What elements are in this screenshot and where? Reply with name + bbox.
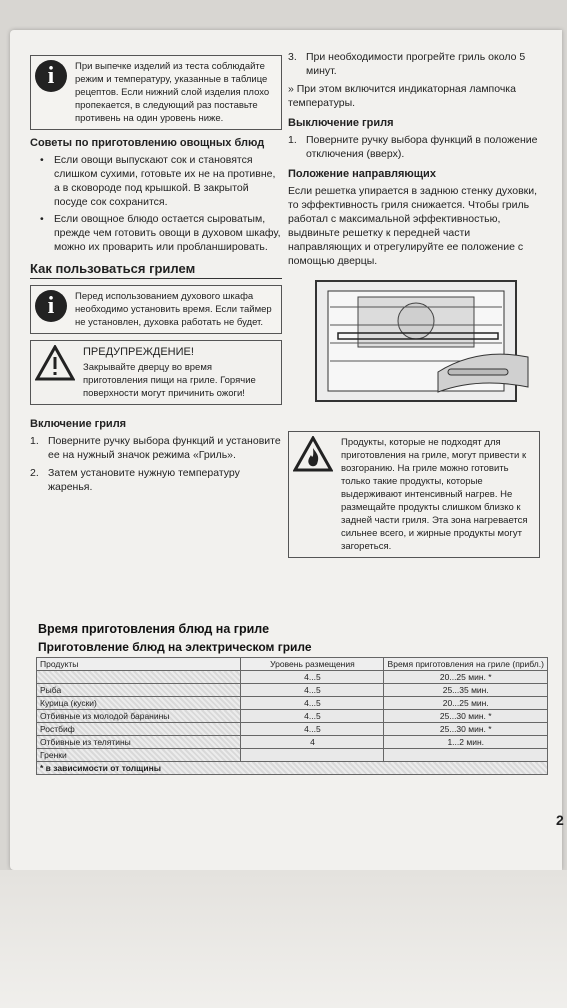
header-time: Время приготовления на гриле (прибл.)	[384, 658, 548, 671]
veg-tips-title: Советы по приготовлению овощных блюд	[30, 137, 265, 149]
desk-surface	[0, 870, 567, 1008]
table-row: Рыба 4...5 25...35 мин.	[37, 684, 548, 697]
guides-title: Положение направляющих	[288, 168, 436, 180]
table-row: Курица (куски) 4...5 20...25 мин.	[37, 697, 548, 710]
table-footnote: * в зависимости от толщины	[37, 762, 548, 775]
info-icon: i	[35, 290, 67, 322]
grill-times-table	[36, 657, 548, 775]
left-column	[30, 55, 282, 498]
list-item: 3. При необходимости прогрейте гриль около 5 минут.	[288, 51, 526, 77]
warning-box	[30, 340, 282, 405]
table-row: Отбивные из молодой баранины 4...5 25...30 мин. *	[37, 710, 548, 723]
indicator-note: » При этом включится индикаторная лампочка температуры.	[288, 83, 516, 109]
fire-warning-box	[288, 431, 540, 558]
info-icon: i	[35, 60, 67, 92]
veg-tips-list	[30, 153, 282, 254]
grill-preheat-step	[288, 50, 540, 78]
table-footnote-row	[37, 762, 548, 775]
header-products: Продукты	[37, 658, 241, 671]
fire-warning-icon	[293, 436, 333, 472]
info-box-timer	[30, 285, 282, 334]
grill-on-steps	[30, 434, 282, 494]
info-box-baking	[30, 55, 282, 130]
page-number: 2	[556, 812, 564, 828]
table-header-row	[37, 658, 548, 671]
grill-usage-title: Как пользоваться грилем	[30, 262, 282, 279]
list-item: 1. Поверните ручку выбора функций и установите ее на нужный значок режима «Гриль».	[30, 435, 281, 461]
list-item: • Если овощное блюдо остается сыроватым, прежде чем готовить овощи в духовом шкафу, можно их проварить или пробланшировать.	[48, 212, 282, 254]
grill-off-steps	[288, 133, 540, 161]
guides-text: Если решетка упирается в заднюю стенку духовки, то эффективность гриля снижается. Чтобы гриль работал с максимальной эффективностью, выдвиньте решетку к передней части направляющих и отрегулируйте ее положение с помощью дверцы.	[288, 185, 538, 267]
list-item: 2. Затем установите нужную температуру жаренья.	[30, 467, 240, 493]
grill-off-title: Выключение гриля	[288, 117, 394, 129]
table-row: Ростбиф 4...5 25...30 мин. *	[37, 723, 548, 736]
list-item: • Если овощи выпускают сок и становятся слишком сухими, готовьте их не на противне, а в сковороде под крышкой. В закрытой посуде сок сохранится.	[48, 153, 282, 209]
section-title: Время приготовления блюд на гриле	[38, 622, 270, 636]
warning-icon	[35, 345, 75, 381]
header-level: Уровень размещения	[241, 658, 384, 671]
warning-title: ПРЕДУПРЕЖДЕНИЕ!	[83, 346, 194, 358]
list-item: 1. Поверните ручку выбора функций в положение отключения (вверх).	[288, 134, 538, 160]
fire-warning-text: Продукты, которые не подходят для приготовления на гриле, могут привести к возгоранию. На гриле можно готовить только такие продукты, которые выдерживают интенсивный нагрев. Не размещайте продукты слишком близко к задней части гриля. Эта зона нагревается сильнее всего, и жирные продукты могут загореться.	[341, 437, 528, 552]
table-row: 4...5 20...25 мин. *	[37, 671, 548, 684]
warning-text: Закрывайте дверцу во время приготовления пищи на гриле. Горячие поверхности могут причинить ожоги!	[83, 362, 256, 399]
info-text-timer: Перед использованием духового шкафа необходимо установить время. Если таймер не установлен, духовка работать не будет.	[75, 291, 272, 328]
table-row: Отбивные из телятины 4 1...2 мин.	[37, 736, 548, 749]
right-column	[288, 50, 540, 558]
grill-on-title: Включение гриля	[30, 418, 127, 430]
table-title: Приготовление блюд на электрическом гриле	[38, 640, 312, 654]
oven-illustration	[288, 277, 538, 407]
table-row: Гренки	[37, 749, 548, 762]
info-text-baking: При выпечке изделий из теста соблюдайте режим и температуру, указанные в таблице рецептов. Если нижний слой изделия плохо пропекается, в следующий раз поставьте противень на один уровень ниже.	[75, 61, 270, 124]
